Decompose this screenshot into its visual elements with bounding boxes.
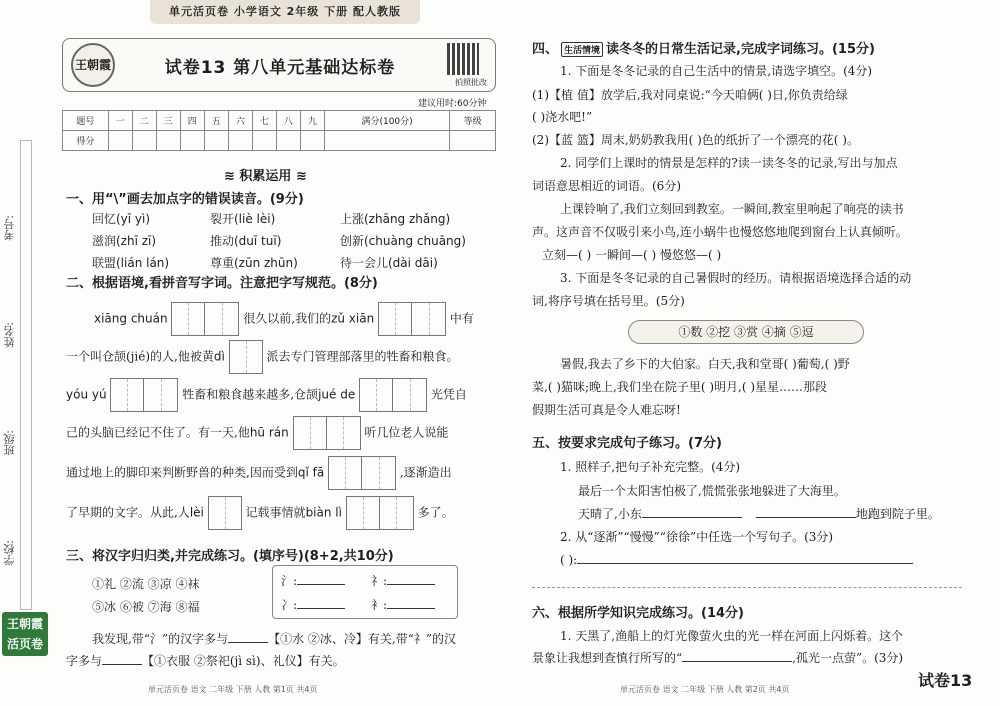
s4-q2b: 词语意思相近的词语。(6分) xyxy=(532,179,681,193)
answer-blank[interactable] xyxy=(387,597,435,609)
radical-box: 氵: 礻: 冫: 衤: xyxy=(272,565,458,619)
score-cell[interactable] xyxy=(300,131,324,151)
s4-q3b: 词,将序号填在括号里。(5分) xyxy=(532,294,685,308)
score-header-cell: 满分(100分) xyxy=(324,111,449,131)
brand-logo: 王朝霞 xyxy=(71,43,115,87)
divider xyxy=(532,587,962,588)
score-row-label: 得分 xyxy=(63,131,109,151)
s6-title: 六、根据所学知识完成练习。(14分) xyxy=(532,606,744,621)
write-box[interactable] xyxy=(359,378,393,412)
s4-q1: 1. 下面是冬冬记录的自己生活中的情景,请选字填空。(4分) xyxy=(560,64,873,78)
write-box[interactable] xyxy=(171,302,205,336)
score-cell[interactable] xyxy=(180,131,204,151)
answer-blank[interactable] xyxy=(297,573,345,585)
binding-strip xyxy=(0,0,50,706)
s4-q2e: 立刻—( ) 一瞬间—( ) 慢悠悠—( ) xyxy=(542,248,722,262)
s4-q2c: 上课铃响了,我们立刻回到教室。一瞬间,教室里响起了响亮的读书 xyxy=(560,202,904,216)
reading-item[interactable]: 待一会儿(dài dāi) xyxy=(340,256,438,270)
score-header-row xyxy=(63,111,496,131)
reading-item[interactable]: 尊重(zūn zhūn) xyxy=(210,256,298,270)
s4-q1a: (1)【植 值】放学后,我对同桌说:“今天咱俩( )日,你负责给绿 xyxy=(532,88,848,102)
score-cell[interactable] xyxy=(156,131,180,151)
answer-blank[interactable] xyxy=(756,506,856,518)
s2-line4: 己的头脑已经记不住了。有一天,他hū rán 听几位老人说能 xyxy=(66,416,448,450)
answer-blank[interactable] xyxy=(577,552,913,564)
s2-line2: 一个叫仓颉(jié)的人,他被黄dì 派去专门管理部落里的牲畜和粮食。 xyxy=(66,340,458,374)
page-label: 试卷13 xyxy=(918,671,973,690)
score-value-row xyxy=(63,131,496,151)
score-header-cell: 八 xyxy=(276,111,300,131)
s3-q1: 我发现,带“氵”的汉字多与 【①水 ②冰、冷】有关,带“礻”的汉 xyxy=(92,632,456,646)
score-header-cell: 四 xyxy=(180,111,204,131)
s3-row2: ⑤冰 ⑥被 ⑦海 ⑧福 xyxy=(92,600,200,614)
s4-q1c: (2)【蓝 篮】周末,奶奶教我用( )色的纸折了一个漂亮的花( )。 xyxy=(532,133,859,147)
s5-q1-line: 天晴了,小东 地跑到院子里。 xyxy=(578,507,940,521)
time-hint: 建议用时:60分钟 xyxy=(418,99,487,109)
answer-blank[interactable] xyxy=(682,650,792,662)
verb-choice-box: ①数 ②挖 ③赏 ④摘 ⑤逗 xyxy=(628,320,864,344)
answer-blank[interactable] xyxy=(642,506,742,518)
footer-left: 单元活页卷 语文 二年级 下册 人教 第1页 共4页 xyxy=(148,685,318,694)
qr-code-icon[interactable] xyxy=(447,43,479,75)
s2-line5: 通过地上的脚印来判断野兽的种类,因而受到qǐ fā ,逐渐造出 xyxy=(66,456,452,490)
qr-caption: 拍照批改 xyxy=(455,78,487,87)
write-box[interactable] xyxy=(362,456,396,490)
s4-q3c: 暑假,我去了乡下的大伯家。白天,我和堂哥( )葡萄,( )野 xyxy=(560,357,850,371)
reading-item[interactable]: 上涨(zhāng zhǎng) xyxy=(340,212,451,226)
s5-title: 五、按要求完成句子练习。(7分) xyxy=(532,436,722,451)
footer-right: 单元活页卷 语文 二年级 下册 人教 第2页 共4页 xyxy=(620,685,790,694)
header-tab: 单元活页卷 小学语文 2年级 下册 配人教版 xyxy=(150,0,420,24)
s2-line1: xiāng chuán 很久以前,我们的zǔ xiān 中有 xyxy=(94,302,474,336)
write-box[interactable] xyxy=(293,416,327,450)
write-box[interactable] xyxy=(110,378,144,412)
score-cell[interactable] xyxy=(276,131,300,151)
score-table xyxy=(62,110,496,151)
section-caption: ≋ 积累运用 ≋ xyxy=(224,169,307,184)
write-box[interactable] xyxy=(229,340,263,374)
reading-item[interactable]: 创新(chuàng chuāng) xyxy=(340,234,466,248)
s5-q2: 2. 从“逐渐”“慢慢”“徐徐”中任选一个写句子。(3分) xyxy=(560,530,834,544)
s5-q2a: ( ): xyxy=(560,552,913,567)
s4-q3e: 假期生活可真是令人难忘呀! xyxy=(532,403,681,417)
banji-label: 班级: xyxy=(3,430,16,456)
s4-title: 四、 生活情境 读冬冬的日常生活记录,完成字词练习。(15分) xyxy=(532,42,875,57)
kaohao-label: 考号: xyxy=(3,215,16,241)
write-box[interactable] xyxy=(328,456,362,490)
reading-item[interactable]: 滋润(zhī zī) xyxy=(92,234,157,248)
write-box[interactable] xyxy=(327,416,361,450)
score-header-cell: 题号 xyxy=(63,111,109,131)
score-header-cell: 六 xyxy=(228,111,252,131)
score-cell[interactable] xyxy=(324,131,449,151)
binding-bar xyxy=(20,140,32,610)
score-cell[interactable] xyxy=(132,131,156,151)
score-cell[interactable] xyxy=(108,131,132,151)
s4-q3d: 菜,( )猫咪;晚上,我们坐在院子里( )明月,( )星星……那段 xyxy=(532,380,828,394)
s4-q3: 3. 下面是冬冬记录的自己暑假时的经历。请根据语境选择合适的动 xyxy=(560,271,912,285)
title-box xyxy=(62,38,496,92)
score-header-cell: 九 xyxy=(300,111,324,131)
score-header-cell: 等级 xyxy=(450,111,496,131)
score-header-cell: 五 xyxy=(204,111,228,131)
answer-blank[interactable] xyxy=(228,631,268,643)
reading-item[interactable]: 推动(duī tuī) xyxy=(210,234,282,248)
write-box[interactable] xyxy=(412,302,446,336)
s2-line6: 了早期的文字。从此,人lèi 记载事情就biàn lì 多了。 xyxy=(66,496,454,530)
s1-title: 一、用“\”画去加点字的错误读音。(9分) xyxy=(66,192,304,207)
write-box[interactable] xyxy=(393,378,427,412)
write-box[interactable] xyxy=(380,496,414,530)
page-title: 试卷13 第八单元基础达标卷 xyxy=(164,58,396,78)
s5-q1a: 最后一个太阳害怕极了,慌慌张张地躲进了大海里。 xyxy=(578,484,846,498)
s4-q2d: 声。这声音不仅吸引来小鸟,连小蜗牛也慢悠悠地爬到窗台上认真倾听。 xyxy=(532,225,908,239)
xuexiao-label: 学校: xyxy=(3,540,16,566)
s4-q2: 2. 同学们上课时的情景是怎样的?读一读冬冬的记录,写出与加点 xyxy=(560,156,898,170)
write-box[interactable] xyxy=(208,496,242,530)
s6-q1-line: 景象让我想到查慎行所写的“ ,孤光一点萤”。(3分) xyxy=(532,651,904,665)
score-header-cell: 七 xyxy=(252,111,276,131)
reading-item[interactable]: 回忆(yī yì) xyxy=(92,212,151,226)
xingming-label: 姓名: xyxy=(3,322,16,348)
s5-q1: 1. 照样子,把句子补充完整。(4分) xyxy=(560,460,741,474)
brand-badge: 王朝霞 活页卷 xyxy=(2,612,48,656)
score-header-cell: 二 xyxy=(132,111,156,131)
s3-title: 三、将汉字归归类,并完成练习。(填序号)(8+2,共10分) xyxy=(66,549,394,564)
score-header-cell: 三 xyxy=(156,111,180,131)
score-cell[interactable] xyxy=(228,131,252,151)
s3-row1: ①礼 ②流 ③凉 ④袜 xyxy=(92,577,200,591)
s3-q2: 字多与 【①衣服 ②祭祀(jì sì)、礼仪】有关。 xyxy=(66,654,345,668)
answer-blank[interactable] xyxy=(102,653,142,665)
life-context-tag: 生活情境 xyxy=(561,42,603,57)
s6-q1: 1. 天黑了,渔船上的灯光像萤火虫的光一样在河面上闪烁着。这个 xyxy=(560,629,904,643)
answer-blank[interactable] xyxy=(297,597,345,609)
write-box[interactable] xyxy=(205,302,239,336)
s2-line3: yóu yú 牲畜和粮食越来越多,仓颉jué de 光凭自 xyxy=(66,378,467,412)
reading-item[interactable]: 联盟(lián lán) xyxy=(92,256,170,270)
answer-blank[interactable] xyxy=(387,573,435,585)
write-box[interactable] xyxy=(144,378,178,412)
s2-title: 二、根据语境,看拼音写字词。注意把字写规范。(8分) xyxy=(66,276,378,291)
score-cell[interactable] xyxy=(252,131,276,151)
s4-q1b: ( )浇水吧!” xyxy=(532,110,593,124)
write-box[interactable] xyxy=(346,496,380,530)
score-header-cell: 一 xyxy=(108,111,132,131)
reading-item[interactable]: 裂开(liè lèi) xyxy=(210,212,276,226)
write-box[interactable] xyxy=(378,302,412,336)
score-cell[interactable] xyxy=(204,131,228,151)
score-cell[interactable] xyxy=(450,131,496,151)
